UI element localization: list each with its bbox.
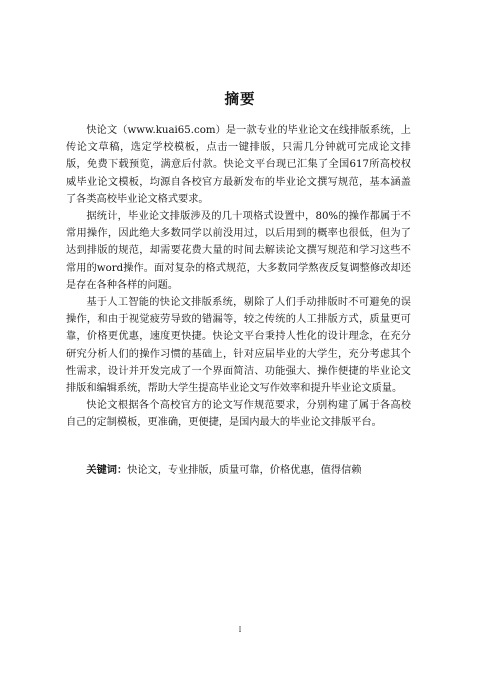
abstract-paragraph-4: 快论文根据各个高校官方的论文写作规范要求，分别构建了属于各高校自己的定制模板，更准确，更便捷，是国内最大的毕业论文排版平台。 xyxy=(66,400,411,429)
page-number: I xyxy=(238,626,242,634)
keywords-label: 关键词： xyxy=(86,464,128,476)
abstract-paragraph-2: 据统计，毕业论文排版涉及的几十项格式设置中，80%的操作都属于不常用操作，因此绝大多数同学以前没用过，以后用到的概率也很低，但为了达到排版的规范，却需要花费大量的时间去解读论文撰写规范和学习这些不常用的word操作。面对复杂的格式规范，大多数同学熬夜反复调整修改却还是存在各种各样的问题。 xyxy=(66,211,411,291)
keywords-text: 快论文，专业排版，质量可靠，价格优惠，值得信赖 xyxy=(127,464,362,476)
keywords-line xyxy=(66,462,411,479)
page-title: 摘要 xyxy=(224,92,256,108)
abstract-paragraph-1: 快论文（www.kuai65.com）是一款专业的毕业论文在线排版系统，上传论文草稿，选定学校模板，点击一键排版，只需几分钟就可完成论文排版，免费下载预览，满意后付款。快论文平台现已汇集了全国617所高校权威毕业论文模板，均源自各校官方最新发布的毕业论文撰写规范，基本涵盖了各类高校毕业论文格式要求。 xyxy=(66,125,411,205)
abstract-body xyxy=(66,122,411,479)
abstract-paragraph-3: 基于人工智能的快论文排版系统，剔除了人们手动排版时不可避免的误操作，和由于视觉疲劳导致的错漏等，较之传统的人工排版方式，质量更可靠，价格更优惠，速度更快捷。快论文平台秉持人性化的设计理念，在充分研究分析人们的操作习惯的基础上，针对应届毕业的大学生，充分考虑其个性需求，设计并开发完成了一个界面简洁、功能强大、操作便捷的毕业论文排版和编辑系统，帮助大学生提高毕业论文写作效率和提升毕业论文质量。 xyxy=(66,297,411,395)
